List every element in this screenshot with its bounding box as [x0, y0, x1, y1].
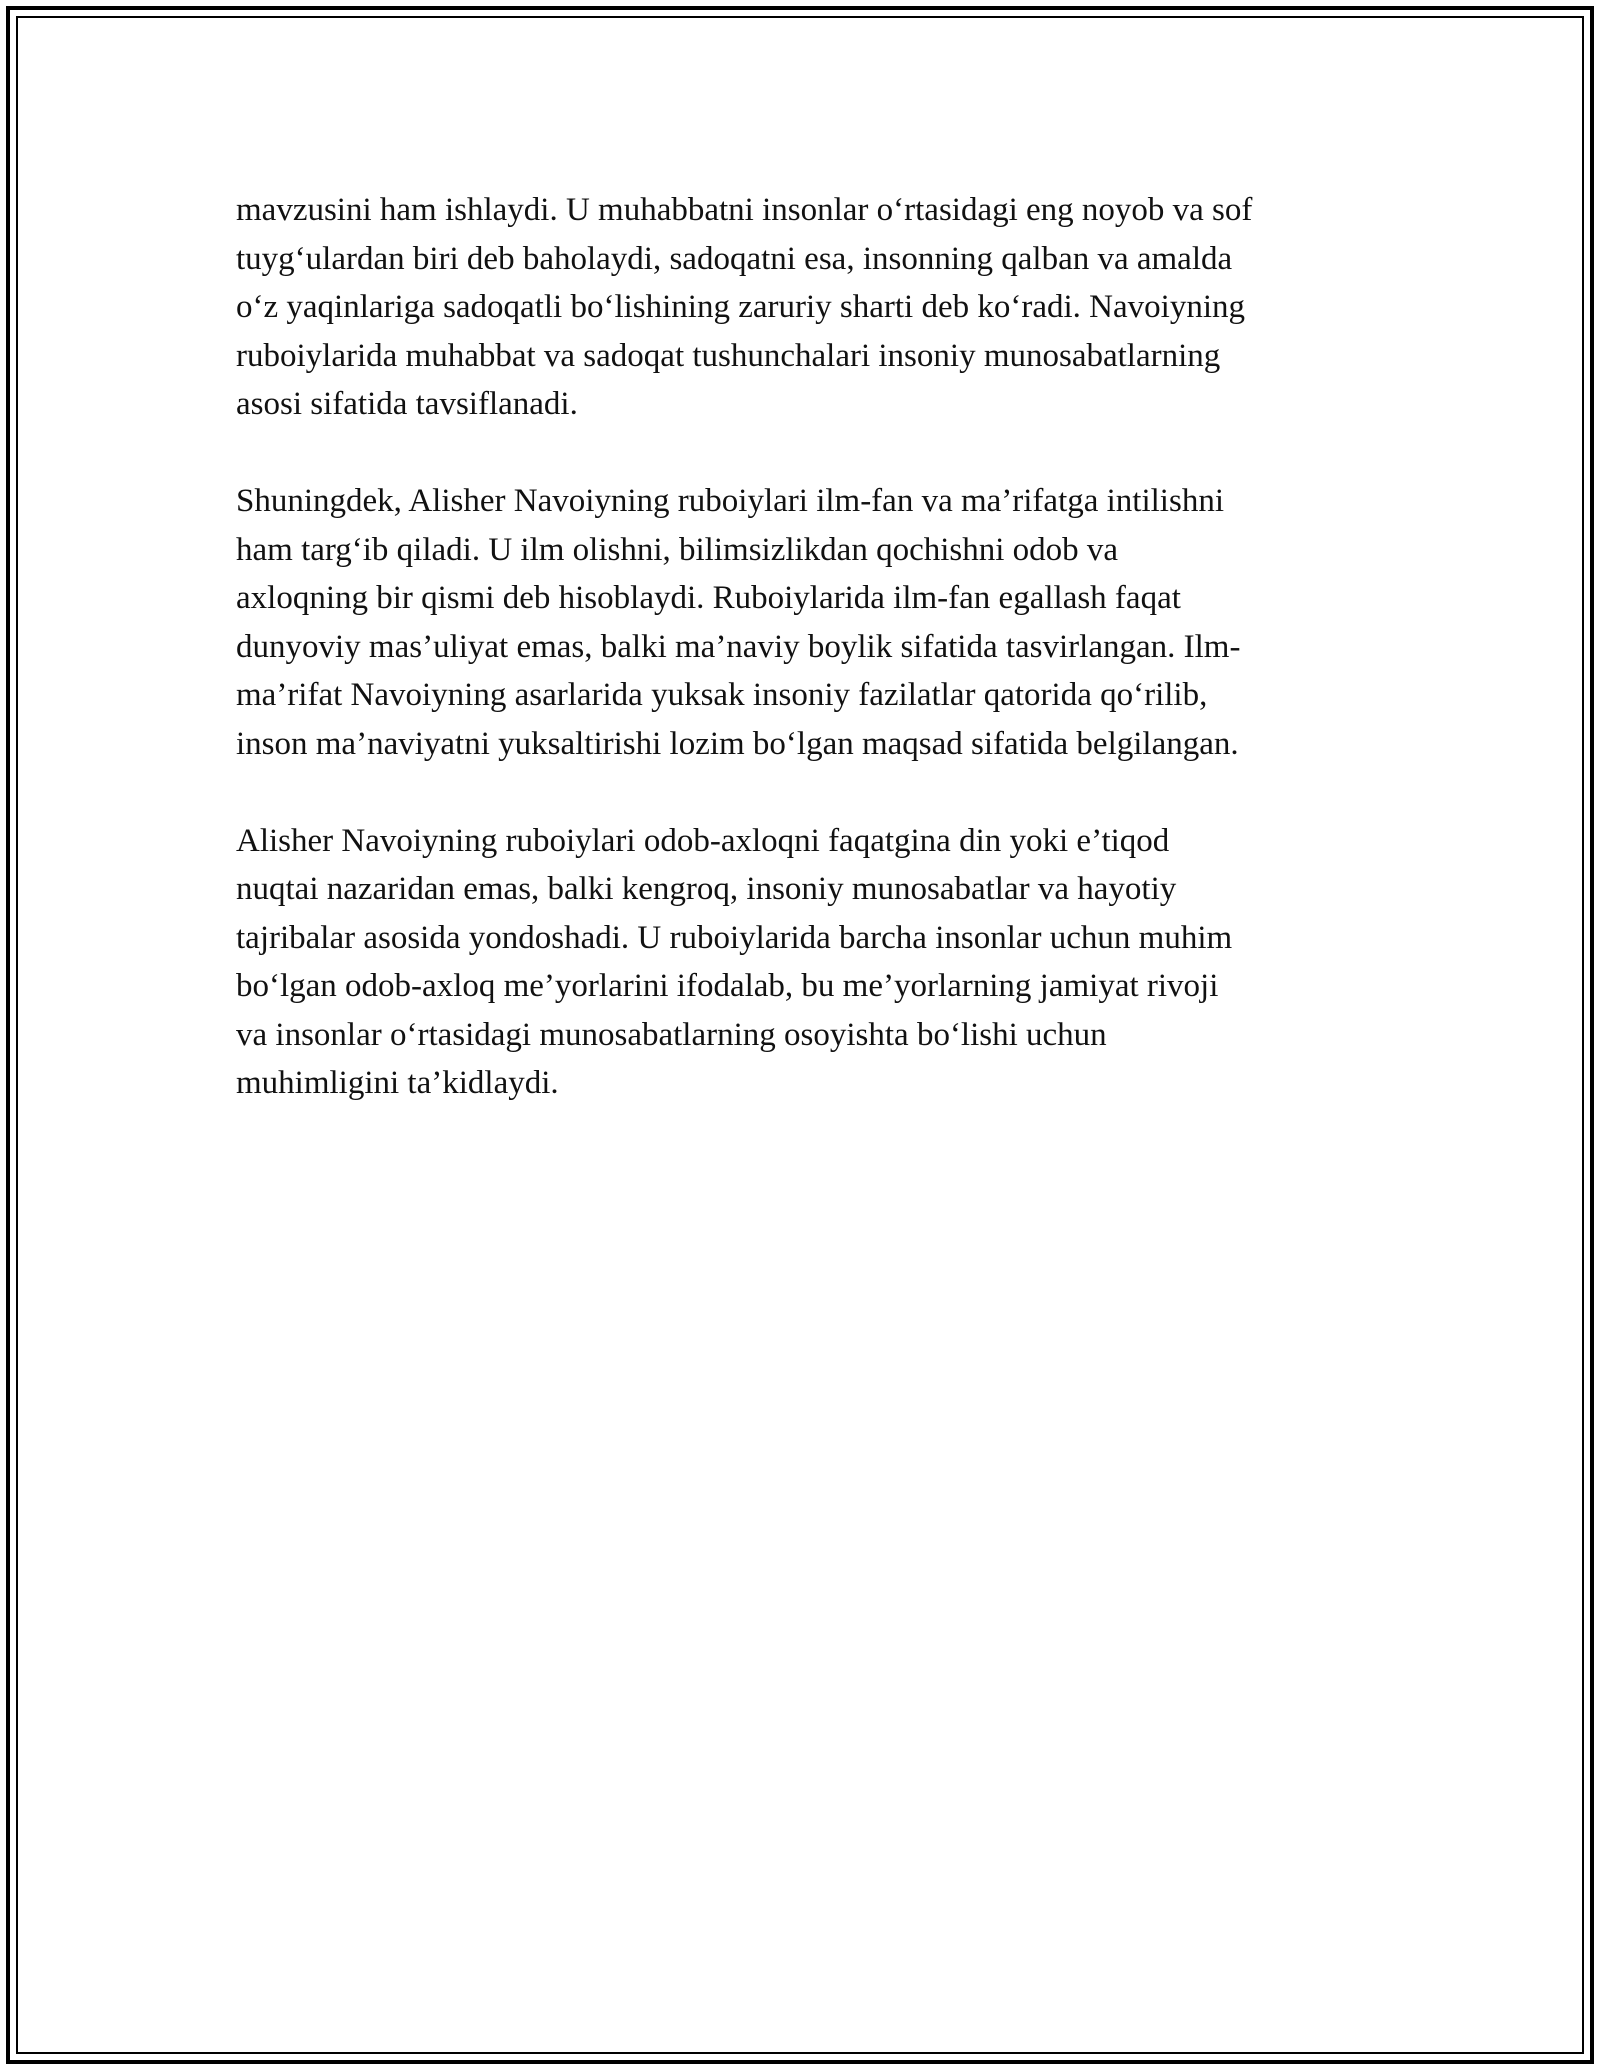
text-line: muhimligini ta’kidlaydi. — [236, 1065, 559, 1101]
text-line: Shuningdek, Alisher Navoiyning ruboiylari ilm-fan va ma’rifatga intilishni — [236, 483, 1224, 519]
document-body — [236, 186, 1376, 1156]
text-line: ma’rifat Navoiyning asarlarida yuksak insoniy fazilatlar qatorida qo‘rilib, — [236, 677, 1208, 713]
text-line: o‘z yaqinlariga sadoqatli bo‘lishining zaruriy sharti deb ko‘radi. Navoiyning — [236, 289, 1245, 325]
text-line: inson ma’naviyatni yuksaltirishi lozim bo‘lgan maqsad sifatida belgilangan. — [236, 725, 1239, 762]
text-line: bo‘lgan odob-axloq me’yorlarini ifodalab, bu me’yorlarning jamiyat rivoji — [236, 968, 1219, 1004]
text-line: tuyg‘ulardan biri deb baholaydi, sadoqatni esa, insonning qalban va amalda — [236, 240, 1233, 277]
text-line: mavzusini ham ishlaydi. U muhabbatni insonlar o‘rtasidagi eng noyob va sof — [236, 192, 1253, 228]
text-line: dunyoviy mas’uliyat emas, balki ma’naviy boylik sifatida tasvirlangan. Ilm- — [236, 628, 1241, 665]
text-line: tajribalar asosida yondoshadi. U ruboiylarida barcha insonlar uchun muhim — [236, 919, 1233, 956]
paragraph-2 — [236, 477, 1376, 768]
text-line: nuqtai nazaridan emas, balki kengroq, insoniy munosabatlar va hayotiy — [236, 871, 1177, 907]
text-line: ruboiylarida muhabbat va sadoqat tushunchalari insoniy munosabatlarning — [236, 337, 1221, 374]
text-line: ham targ‘ib qiladi. U ilm olishni, bilimsizlikdan qochishni odob va — [236, 531, 1119, 568]
text-line: va insonlar o‘rtasidagi munosabatlarning osoyishta bo‘lishi uchun — [236, 1016, 1107, 1053]
text-line: asosi sifatida tavsiflanadi. — [236, 386, 578, 422]
text-line: axloqning bir qismi deb hisoblaydi. Ruboiylarida ilm-fan egallash faqat — [236, 580, 1181, 616]
paragraph-1 — [236, 186, 1376, 429]
text-line: Alisher Navoiyning ruboiylari odob-axloqni faqatgina din yoki e’tiqod — [236, 822, 1170, 859]
paragraph-3 — [236, 817, 1376, 1108]
